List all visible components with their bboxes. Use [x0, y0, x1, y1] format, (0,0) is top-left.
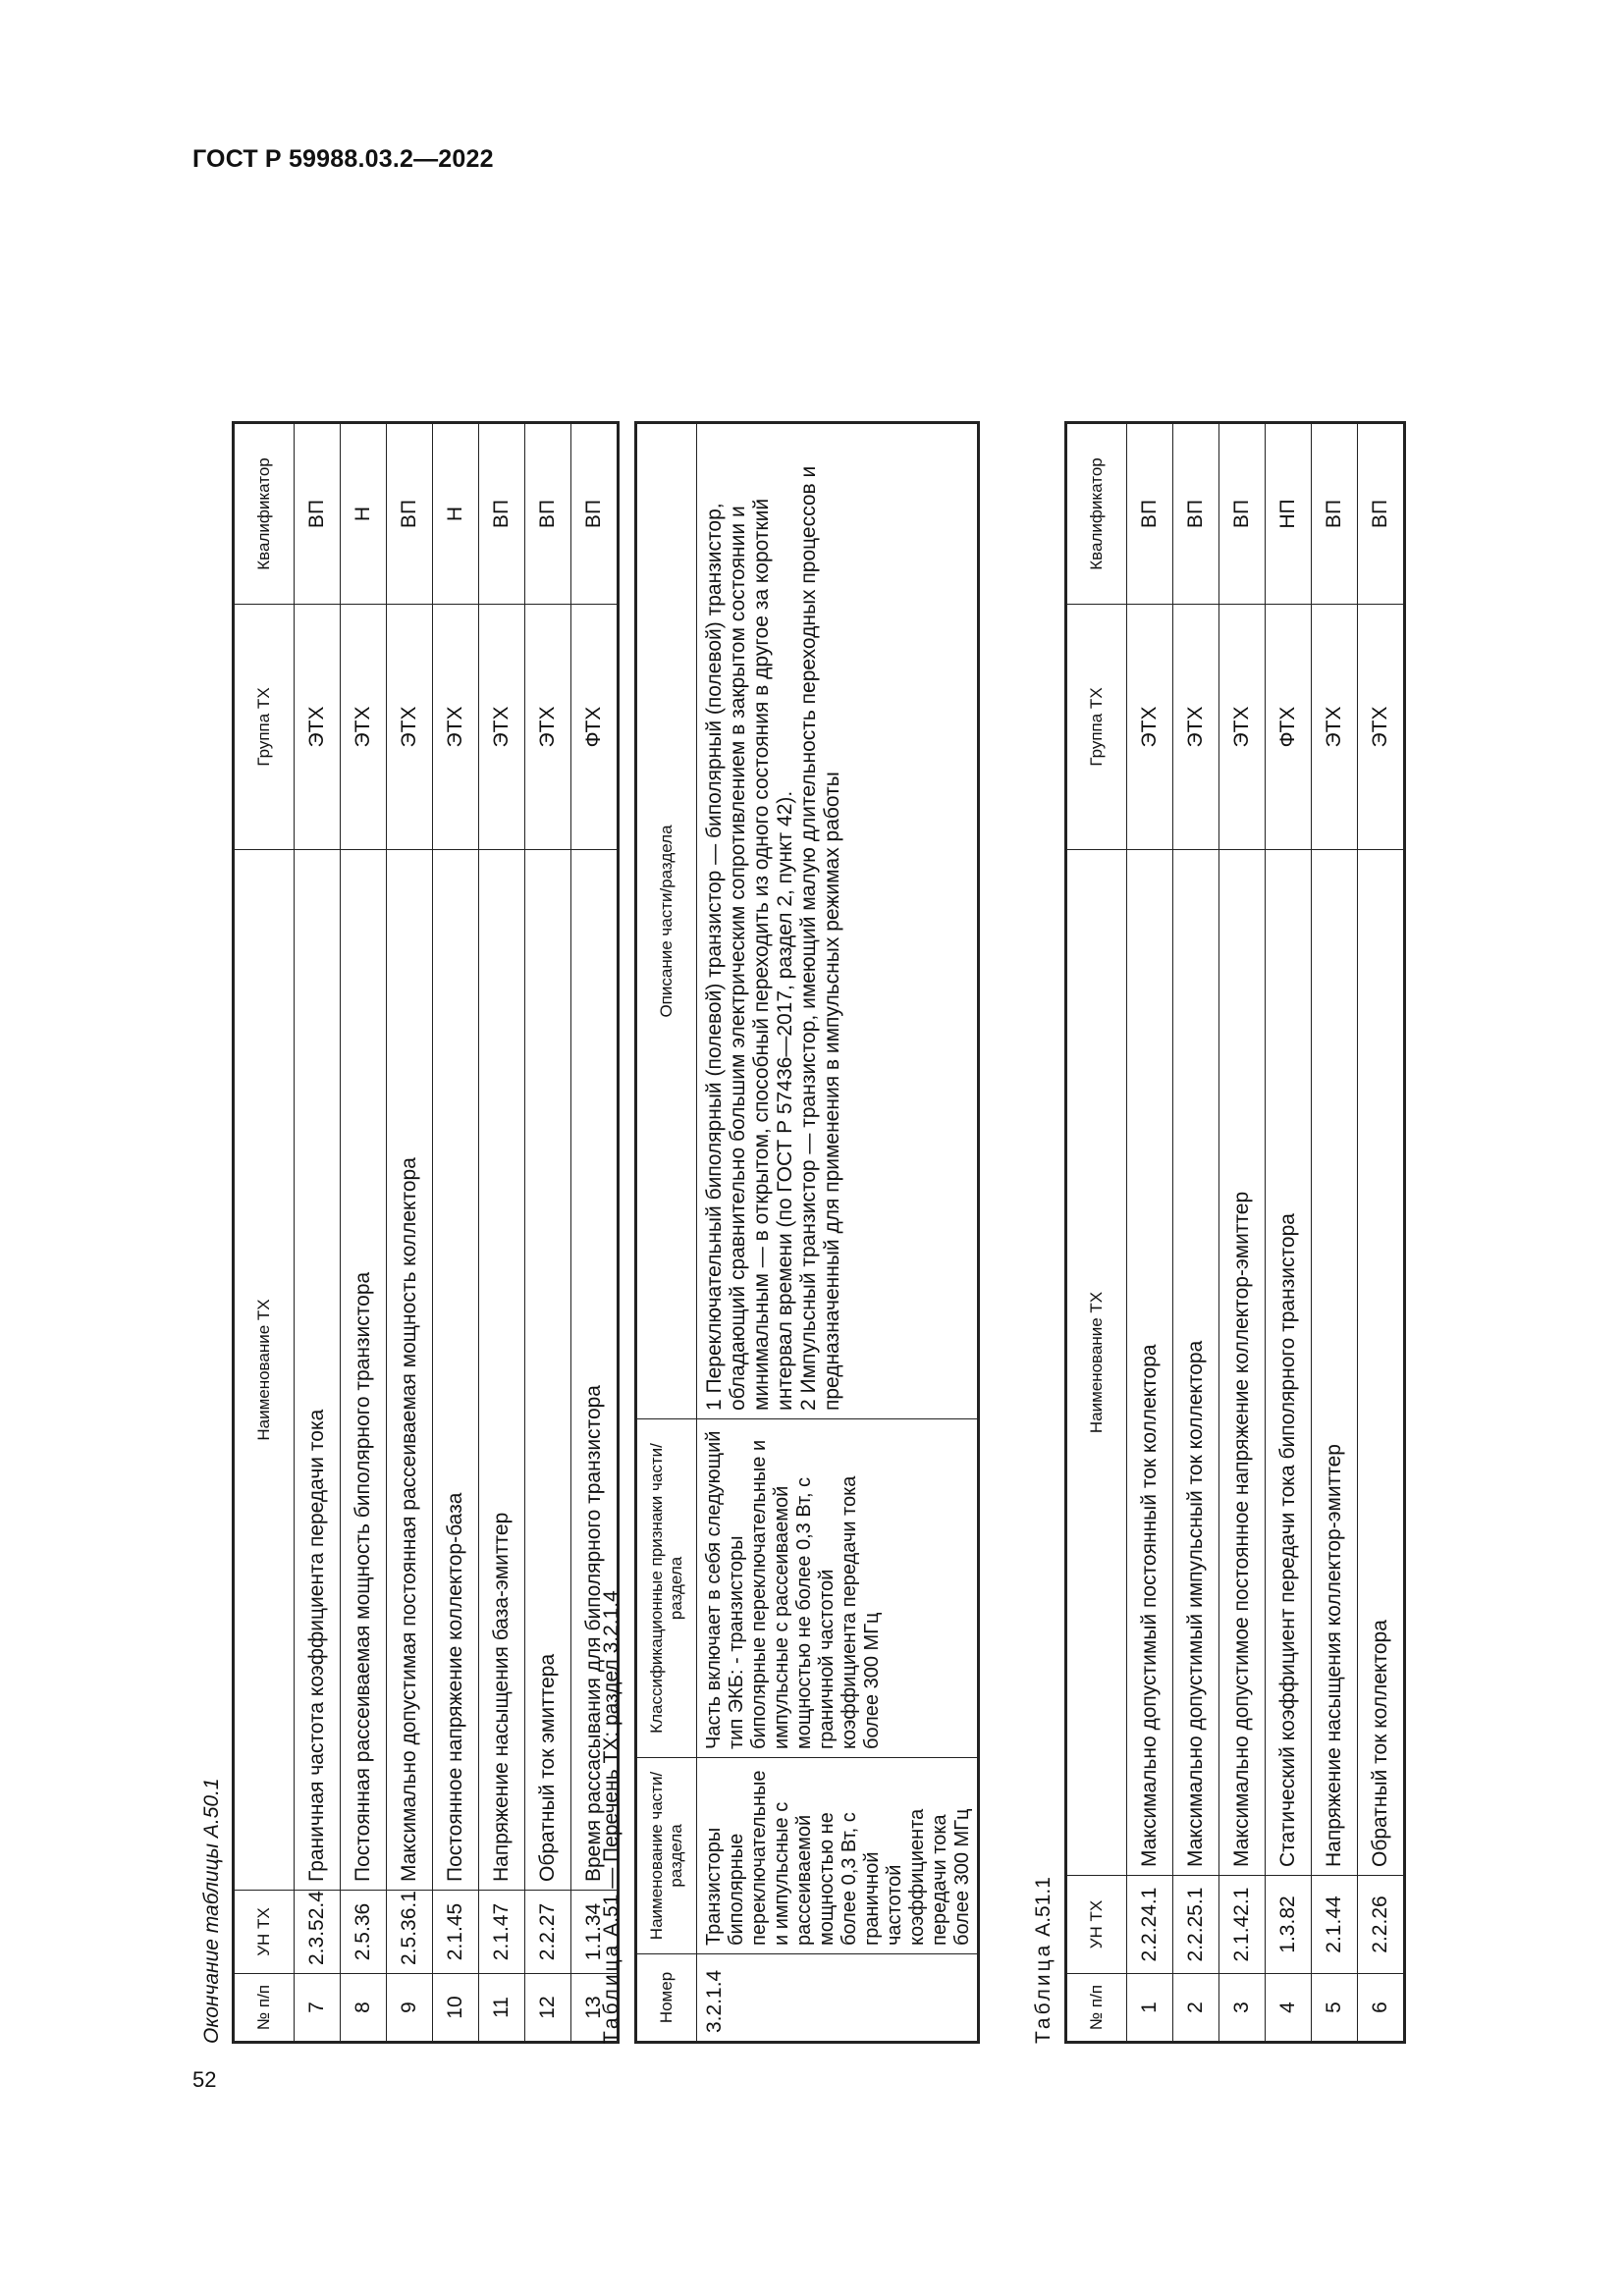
col-header-number: Номер: [636, 1954, 697, 2043]
cell-name: Максимально допустимое постоянное напряжение коллектор-эмиттер: [1219, 850, 1266, 1876]
cell-num: 6: [1358, 1974, 1405, 2043]
cell-group: ЭТХ: [387, 605, 433, 850]
table-row: [295, 423, 341, 2043]
cell-num: 3: [1219, 1974, 1266, 2043]
cell-code: 2.1.45: [433, 1891, 479, 1974]
table-header-row: [1066, 423, 1127, 2043]
table-row: [341, 423, 387, 2043]
cell-qualifier: Н: [433, 423, 479, 605]
cell-qualifier: ВП: [1173, 423, 1219, 605]
table-row: [479, 423, 525, 2043]
table-row: [1266, 423, 1312, 2043]
cell-num: 12: [525, 1974, 571, 2043]
table-a50-caption: Окончание таблицы А.50.1: [200, 1778, 223, 2044]
cell-qualifier: ВП: [1312, 423, 1358, 605]
cell-num: 2: [1173, 1974, 1219, 2043]
cell-group: ЭТХ: [1173, 605, 1219, 850]
cell-name: Максимально допустимый постоянный ток коллектора: [1127, 850, 1173, 1876]
cell-name: Граничная частота коэффициента передачи тока: [295, 850, 341, 1891]
cell-code: 1.3.82: [1266, 1876, 1312, 1974]
table-a51-caption-text: А.51 — Перечень ТХ: раздел 3.2.1.4: [600, 1590, 623, 1937]
col-header-name: Наименование ТХ: [1066, 850, 1127, 1876]
col-header-qualifier: Квалификатор: [234, 423, 295, 605]
table-a51-caption: [600, 1590, 623, 2044]
cell-code: 2.1.42.1: [1219, 1876, 1266, 1974]
cell-name: Напряжение насыщения база-эмиттер: [479, 850, 525, 1891]
cell-code: 2.3.52.4: [295, 1891, 341, 1974]
document-header: ГОСТ Р 59988.03.2—2022: [192, 145, 494, 173]
table-a511-caption-prefix: Таблица: [1032, 1942, 1055, 2044]
cell-code: 2.5.36: [341, 1891, 387, 1974]
cell-name: Постоянное напряжение коллектор-база: [433, 850, 479, 1891]
cell-section-name: Транзисторы биполярные переключательные и импульсные с рассеиваемой мощностью не более 0,3 Вт, с граничной частотой коэффициента передачи тока более 300 МГц: [697, 1758, 979, 1954]
cell-group: ФТХ: [571, 605, 619, 850]
cell-name: Статический коэффициент передачи тока биполярного транзистора: [1266, 850, 1312, 1876]
cell-code: 2.2.27: [525, 1891, 571, 1974]
cell-qualifier: ВП: [479, 423, 525, 605]
table-row: [1358, 423, 1405, 2043]
table-row: [525, 423, 571, 2043]
cell-code: 2.5.36.1: [387, 1891, 433, 1974]
cell-code: 2.1.44: [1312, 1876, 1358, 1974]
cell-num: 10: [433, 1974, 479, 2043]
cell-name: Напряжение насыщения коллектор-эмиттер: [1312, 850, 1358, 1876]
cell-group: ЭТХ: [1127, 605, 1173, 850]
col-header-section-name: Наименование части/ раздела: [636, 1758, 697, 1954]
cell-code: 2.2.24.1: [1127, 1876, 1173, 1974]
cell-num: 7: [295, 1974, 341, 2043]
col-header-group: Группа ТХ: [1066, 605, 1127, 850]
cell-name: Время рассасывания для биполярного транзистора: [571, 850, 619, 1891]
col-header-qualifier: Квалификатор: [1066, 423, 1127, 605]
table-row: [1219, 423, 1266, 2043]
description-item-2: 2 Импульсный транзистор — транзистор, имеющий малую длительность переходных процессов и предназначенный для применения в импульсных режимах работы: [797, 465, 843, 1411]
page-number: 52: [192, 2067, 217, 2092]
cell-description: [697, 423, 979, 1419]
cell-qualifier: НП: [1266, 423, 1312, 605]
col-header-num: № п/п: [1066, 1974, 1127, 2043]
cell-group: ЭТХ: [525, 605, 571, 850]
table-row: [1173, 423, 1219, 2043]
cell-group: ФТХ: [1266, 605, 1312, 850]
cell-code: 2.2.26: [1358, 1876, 1405, 1974]
cell-name: Обратный ток коллектора: [1358, 850, 1405, 1876]
cell-code: 2.1.47: [479, 1891, 525, 1974]
cell-qualifier: ВП: [1127, 423, 1173, 605]
cell-name: Максимально допустимая постоянная рассеиваемая мощность коллектора: [387, 850, 433, 1891]
table-a50: [232, 421, 620, 2044]
col-header-name: Наименование ТХ: [234, 850, 295, 1891]
cell-qualifier: ВП: [525, 423, 571, 605]
cell-group: ЭТХ: [479, 605, 525, 850]
table-row: [1312, 423, 1358, 2043]
table-header-row: [636, 423, 697, 2043]
table-a511-caption: [1032, 1877, 1056, 2044]
cell-qualifier: ВП: [571, 423, 619, 605]
cell-group: ЭТХ: [295, 605, 341, 850]
cell-name: Постоянная рассеиваемая мощность биполярного транзистора: [341, 850, 387, 1891]
table-row: [1127, 423, 1173, 2043]
cell-name: Обратный ток эмиттера: [525, 850, 571, 1891]
table-a51-caption-prefix: Таблица: [600, 1942, 623, 2044]
cell-qualifier: ВП: [1358, 423, 1405, 605]
cell-code: 2.2.25.1: [1173, 1876, 1219, 1974]
cell-group: ЭТХ: [1219, 605, 1266, 850]
cell-qualifier: ВП: [387, 423, 433, 605]
table-header-row: [234, 423, 295, 2043]
cell-qualifier: ВП: [295, 423, 341, 605]
cell-name: Максимально допустимый импульсный ток коллектора: [1173, 850, 1219, 1876]
table-row: [433, 423, 479, 2043]
col-header-code: УН ТХ: [1066, 1876, 1127, 1974]
cell-code: 1.1.34: [571, 1891, 619, 1974]
table-a511: [1064, 421, 1406, 2044]
cell-features: Часть включает в себя следующий тип ЭКБ: - транзисторы биполярные переключательные и импульсные с рассеиваемой мощностью не более 0,3 Вт, с граничной частотой коэффициента передачи тока более 300 МГц: [697, 1419, 979, 1758]
table-row: [387, 423, 433, 2043]
description-item-1: 1 Переключательный биполярный (полевой) транзистор — биполярный (полевой) транзистор, обладающий сравнительно большим электрическим сопротивлением в закрытом состоянии и минимальным — в открытом, способный переходить из одного состояния в другое за короткий интервал времени (по ГОСТ Р 57436—2017, раздел 2, пункт 42).: [703, 498, 796, 1411]
cell-group: ЭТХ: [341, 605, 387, 850]
rotated-content: [192, 224, 1479, 2079]
cell-group: ЭТХ: [1312, 605, 1358, 850]
cell-group: ЭТХ: [433, 605, 479, 850]
col-header-num: № п/п: [234, 1974, 295, 2043]
table-a511-caption-text: А.51.1: [1032, 1877, 1055, 1937]
col-header-group: Группа ТХ: [234, 605, 295, 850]
col-header-features: Классификационные признаки части/ раздела: [636, 1419, 697, 1758]
cell-number: 3.2.1.4: [697, 1954, 979, 2043]
cell-qualifier: ВП: [1219, 423, 1266, 605]
cell-qualifier: Н: [341, 423, 387, 605]
cell-num: 4: [1266, 1974, 1312, 2043]
cell-num: 11: [479, 1974, 525, 2043]
table-row: [697, 423, 979, 2043]
col-header-code: УН ТХ: [234, 1891, 295, 1974]
cell-num: 8: [341, 1974, 387, 2043]
cell-num: 1: [1127, 1974, 1173, 2043]
cell-group: ЭТХ: [1358, 605, 1405, 850]
cell-num: 13: [571, 1974, 619, 2043]
col-header-description: Описание части/раздела: [636, 423, 697, 1419]
cell-num: 9: [387, 1974, 433, 2043]
table-a51: [634, 421, 980, 2044]
cell-num: 5: [1312, 1974, 1358, 2043]
